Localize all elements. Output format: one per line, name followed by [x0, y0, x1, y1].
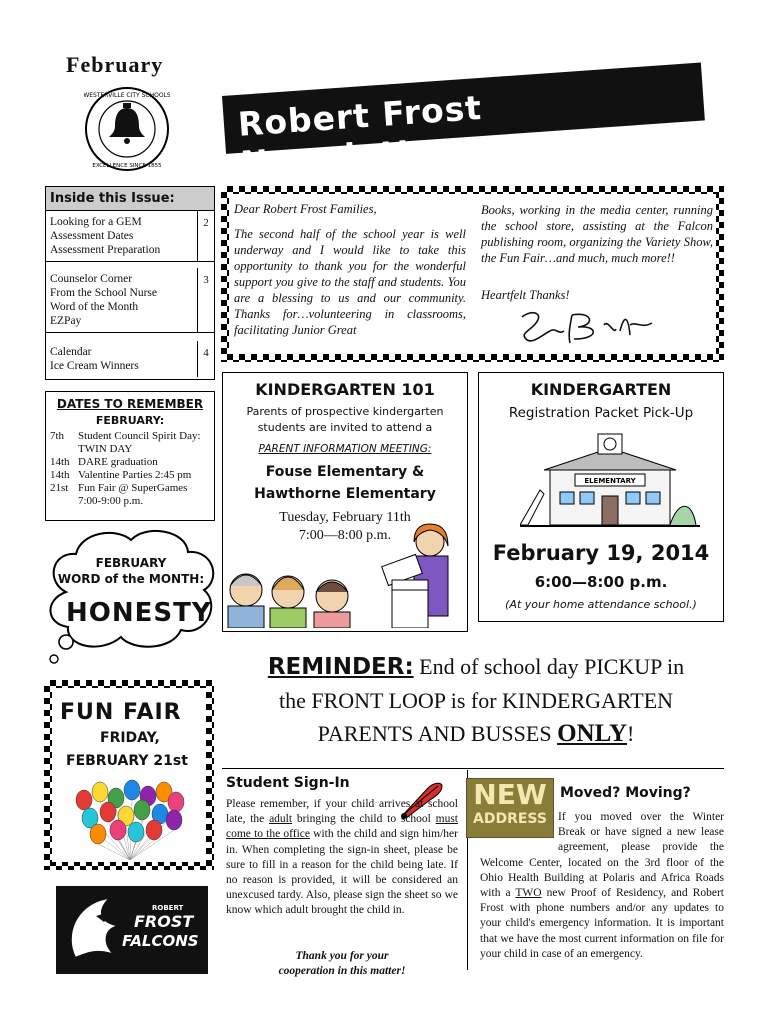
moved-body — [480, 810, 724, 962]
word-line2: WORD of the MONTH: — [57, 572, 205, 586]
moved-text-2: new Proof of Residency, and Robert Frost with phone numbers and/or any updates to your child's emergency information. It is important that we have the most current information on file for your child in case of an emergency. — [480, 887, 724, 960]
school-building-illustration — [520, 430, 700, 530]
kreg-subtitle: Registration Packet Pick-Up — [508, 405, 694, 421]
reminder-only: ONLY — [557, 720, 628, 747]
word-value: HONESTY — [66, 598, 212, 628]
seal-bottom-text: EXCELLENCE SINCE 1855 — [92, 163, 162, 169]
balloon — [76, 790, 92, 810]
date-day: 7th — [50, 430, 65, 442]
date-day: 21st — [50, 482, 69, 494]
balloon — [90, 824, 106, 844]
toc-entry: Counselor Corner — [50, 273, 133, 285]
signin-must: must come to the office — [226, 813, 459, 841]
kreg-note: (At your home attendance school.) — [505, 598, 697, 611]
balloon — [166, 810, 182, 830]
balloon — [168, 792, 184, 812]
signature — [512, 305, 662, 349]
toc-row[interactable] — [46, 341, 214, 377]
toc-box — [45, 186, 215, 380]
funfair-date: FEBRUARY 21st — [66, 753, 188, 769]
toc-entry: Ice Cream Winners — [50, 360, 139, 372]
date-event: Fun Fair @ SuperGames — [78, 482, 188, 494]
toc-entry: Word of the Month — [50, 301, 139, 313]
signin-adult: adult — [269, 813, 293, 826]
k101-school-1: Fouse Elementary & — [265, 464, 425, 480]
letter-closing: Heartfelt Thanks! — [481, 288, 570, 302]
falcons-small: ROBERT — [152, 904, 184, 912]
signin-text-2: bringing the child to school — [292, 813, 431, 826]
kreg-date: February 19, 2014 — [492, 541, 710, 565]
k101-intro-2: students are invited to attend a — [257, 421, 433, 434]
k101-school-2: Hawthorne Elementary — [254, 486, 436, 502]
date-day: 14th — [50, 456, 70, 468]
toc-entry: Looking for a GEM — [50, 216, 142, 228]
funfair-title: FUN FAIR — [60, 700, 182, 725]
toc-row[interactable] — [46, 211, 214, 262]
kreg-title: KINDERGARTEN — [530, 380, 672, 399]
month-label: February — [66, 52, 164, 77]
dates-month: FEBRUARY: — [95, 414, 165, 427]
moved-two: TWO — [515, 887, 542, 900]
reminder — [226, 650, 726, 750]
toc-entry: Calendar — [50, 346, 92, 358]
signin-title: Student Sign-In — [226, 775, 350, 791]
toc-entry: EZPay — [50, 315, 82, 327]
toc-page-number: 3 — [197, 268, 214, 332]
falcons-logo — [56, 886, 208, 974]
balloon — [134, 800, 150, 820]
balloon-string — [130, 840, 154, 860]
balloon — [146, 820, 162, 840]
balloon — [100, 802, 116, 822]
dates-box — [45, 391, 215, 521]
balloon — [92, 782, 108, 802]
signin-body — [226, 797, 458, 919]
school-seal — [84, 86, 170, 172]
falcons-big-1: FROST — [134, 912, 194, 931]
toc-row[interactable] — [46, 268, 214, 333]
letter-column-1: The second half of the school year is well underway and I would like to take this opportunity to thank you for the wonderful support you give to the staff and students. You are a blessing to us and our community. Thanks for…volunteering in classrooms, facilitating Junior Great — [234, 227, 466, 337]
date-day: 14th — [50, 469, 70, 481]
date-item — [50, 430, 210, 443]
date-event: Student Council Spirit Day: — [78, 430, 201, 442]
date-event: DARE graduation — [78, 456, 158, 468]
date-event: 7:00-9:00 p.m. — [78, 495, 144, 507]
balloon — [124, 780, 140, 800]
toc-row-text — [46, 341, 197, 377]
reminder-line-1: End of school day PICKUP in — [419, 654, 685, 679]
toc-page-number: 4 — [197, 341, 214, 377]
reminder-label: REMINDER: — [267, 654, 414, 680]
signin-thanks-2: cooperation in this matter! — [278, 965, 406, 977]
title-banner — [222, 63, 705, 183]
meeting-illustration — [224, 520, 464, 628]
signin-text-1: Please remember, if your child arrives at school late, the — [226, 798, 458, 826]
k101-date: Tuesday, February 11th — [279, 510, 411, 525]
seal-top-text: WESTERVILLE CITY SCHOOLS — [84, 92, 170, 99]
badge-new: NEW — [473, 778, 547, 811]
k101-meeting: PARENT INFORMATION MEETING: — [258, 443, 432, 455]
date-day — [50, 495, 78, 508]
date-item — [50, 495, 210, 508]
newsletter-title: Robert Frost Newsletter — [236, 87, 484, 183]
falcon-icon — [72, 900, 114, 956]
badge-address: ADDRESS — [473, 811, 547, 827]
reminder-line-3: PARENTS AND BUSSES — [317, 721, 558, 746]
k101-title: KINDERGARTEN 101 — [255, 380, 435, 399]
word-line1: FEBRUARY — [95, 556, 167, 570]
moved-title: Moved? Moving? — [560, 785, 691, 801]
letter-greeting: Dear Robert Frost Families, — [234, 202, 377, 216]
date-item — [50, 482, 210, 495]
k101-intro-1: Parents of prospective kindergarten — [246, 405, 444, 418]
date-item — [50, 443, 210, 456]
toc-page-number: 2 — [197, 211, 214, 261]
balloon — [110, 820, 126, 840]
dates-heading: DATES TO REMEMBER — [56, 397, 204, 411]
balloon — [128, 822, 144, 842]
moved-text-1: If you moved over the Winter Break or have signed a new lease agreement, please provide the Welcome Center, located on the 3rd floor of the Ohio Health Building at Polaris and Africa Roads with a — [480, 811, 724, 900]
toc-heading: Inside this Issue: — [46, 187, 214, 211]
date-item — [50, 469, 210, 482]
balloons-image — [70, 778, 190, 862]
toc-entry: From the School Nurse — [50, 287, 158, 299]
building-sign-text: ELEMENTARY — [584, 477, 636, 485]
falcons-big-2: FALCONS — [122, 932, 199, 950]
toc-entry: Assessment Preparation — [50, 244, 161, 256]
signin-text-3: with the child and sign him/her in. When completing the sign-in sheet, please be sure to fill in a reason for the child being late. If no reason is provided, it will be considered an unexcused tardy. Also, please sign the sheet so we know which adult brought the child in. — [226, 828, 458, 917]
word-cloud — [36, 522, 226, 672]
date-item — [50, 456, 210, 469]
reminder-line-2: the FRONT LOOP is for KINDERGARTEN — [278, 688, 674, 713]
toc-entry: Assessment Dates — [50, 230, 134, 242]
date-event: Valentine Parties 2:45 pm — [78, 469, 192, 481]
date-day — [50, 443, 78, 456]
section-divider — [222, 768, 724, 769]
toc-row-text — [46, 211, 197, 261]
k101-time: 7:00—8:00 p.m. — [298, 528, 392, 543]
reminder-exclaim: ! — [627, 721, 635, 746]
signin-thanks-1: Thank you for your — [295, 950, 389, 962]
kreg-time: 6:00—8:00 p.m. — [534, 573, 668, 591]
letter-column-2: Books, working in the media center, running the school store, assisting at the Falcon publishing room, organizing the Variety Show, the Fun Fair…and much, much more!! — [481, 203, 713, 265]
date-event: TWIN DAY — [78, 443, 133, 455]
toc-row-text — [46, 268, 197, 332]
funfair-day: FRIDAY, — [100, 730, 160, 746]
